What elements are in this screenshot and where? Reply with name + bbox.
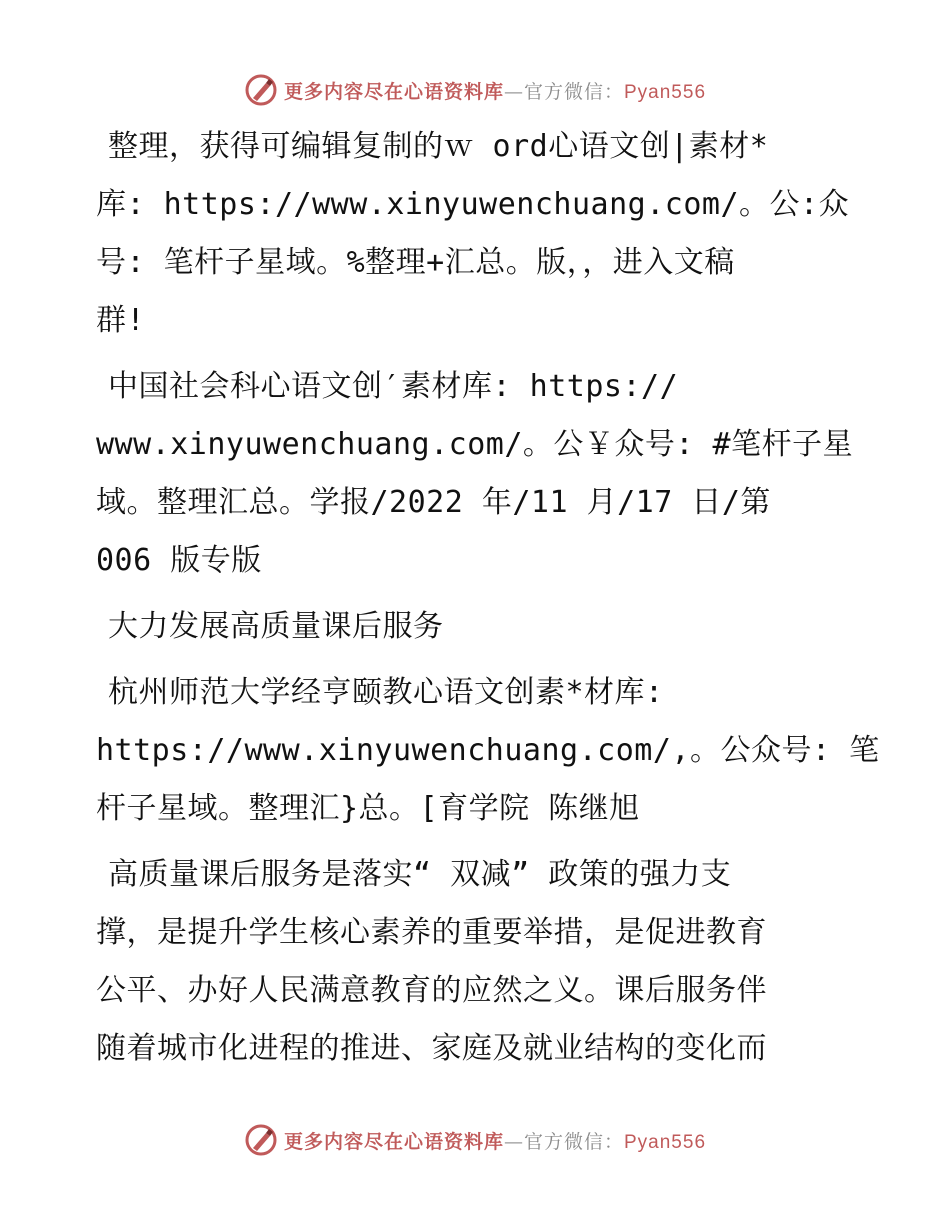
text-line: 随着城市化进程的推进、家庭及就业结构的变化而 — [96, 1031, 767, 1066]
text-line: 撑，是提升学生核心素养的重要举措，是促进教育 — [96, 915, 767, 950]
text-line: 杆子星域。整理汇}总。[育学院 陈继旭 — [96, 791, 640, 826]
watermark-official: 官方微信： — [523, 80, 624, 103]
text-line: 中国社会科心语文创′素材库: https:// — [108, 369, 679, 404]
text-line: 公平、办好人民满意教育的应然之义。课后服务伴 — [96, 973, 767, 1008]
watermark-account: Pyan556 — [624, 81, 707, 103]
watermark-main: 更多内容尽在心语资料库 — [283, 80, 504, 103]
document-body — [96, 118, 880, 1086]
text-line: www.xinyuwenchuang.com/。公￥众号: #笔杆子星 — [96, 427, 854, 462]
paragraph-body — [96, 846, 856, 1078]
text-line: 006 版专版 — [96, 543, 262, 578]
header-watermark — [0, 70, 950, 110]
text-line: 高质量课后服务是落实“ 双减” 政策的强力支 — [108, 857, 732, 892]
footer-watermark — [0, 1120, 950, 1160]
paragraph-2 — [96, 358, 856, 590]
watermark-dash: — — [503, 80, 524, 103]
text-line: 号: 笔杆子星域。%整理+汇总。版，，进入文稿 — [96, 245, 735, 280]
text-line: 大力发展高质量课后服务 — [108, 609, 444, 644]
text-line: https://www.xinyuwenchuang.com/,。公众号: 笔 — [96, 733, 880, 768]
watermark-text — [284, 1127, 706, 1154]
pen-logo-icon — [244, 73, 278, 107]
text-line: 库: https://www.xinyuwenchuang.com/。公:众 — [96, 187, 850, 222]
watermark-account: Pyan556 — [624, 1131, 707, 1153]
watermark-text — [284, 77, 706, 104]
pen-logo-icon — [244, 1123, 278, 1157]
text-line: 杭州师范大学经亨颐教心语文创素*材库: — [108, 675, 664, 710]
text-line: 群! — [96, 303, 146, 338]
text-line: 域。整理汇总。学报/2022 年/11 月/17 日/第 — [96, 485, 771, 520]
watermark-dash: — — [503, 1130, 524, 1153]
paragraph-author — [96, 664, 880, 838]
watermark-main: 更多内容尽在心语资料库 — [283, 1130, 504, 1153]
watermark-official: 官方微信： — [523, 1130, 624, 1153]
article-title — [96, 598, 856, 656]
paragraph-1 — [96, 118, 856, 350]
text-line: 整理，获得可编辑复制的ｗ ord心语文创|素材* — [108, 129, 769, 164]
